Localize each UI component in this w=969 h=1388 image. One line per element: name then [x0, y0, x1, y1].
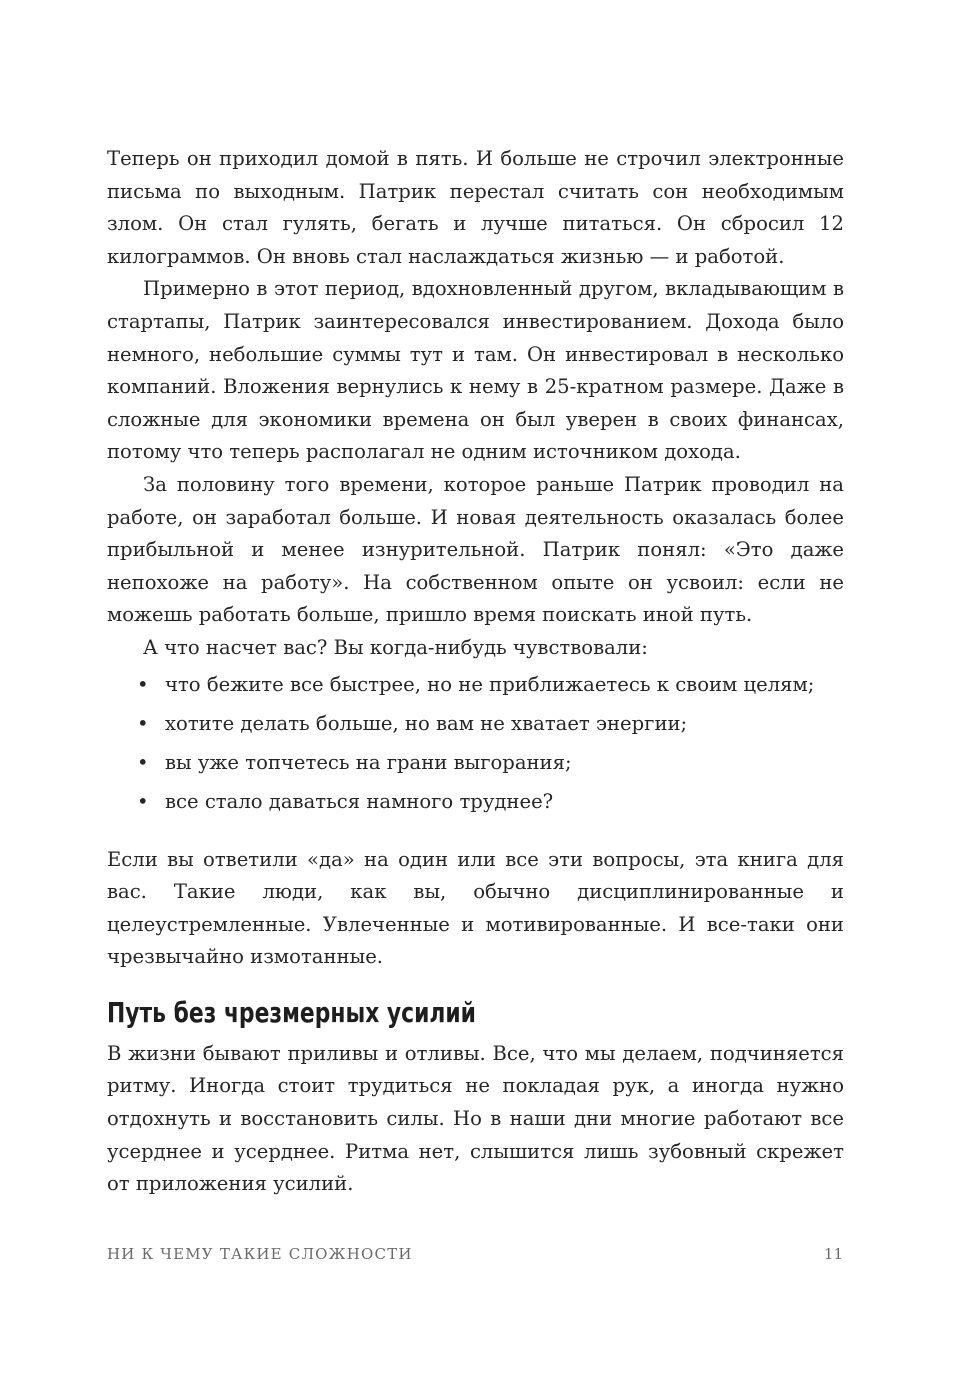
bullet-icon: •	[137, 789, 149, 813]
paragraph-6: В жизни бывают приливы и отливы. Все, что мы делаем, подчиняется ритму. Иногда стоит трудиться не покладая рук, а иногда нужно отдохнуть и восстановить силы. Но в наши дни многие работают все усерднее и усерднее. Ритма нет, слышится лишь зубовный скрежет от приложения усилий.	[107, 1041, 844, 1196]
page-number: 11	[823, 1245, 843, 1263]
list-item	[107, 672, 844, 698]
paragraph-2: Примерно в этот период, вдохновленный другом, вкладывающим в стартапы, Патрик заинтересовался инвестированием. Дохода было немного, небольшие суммы тут и там. Он инвестировал в несколько компаний. Вложения вернулись к нему в 25-кратном размере. Даже в сложные для экономики времена он был уверен в своих финансах, потому что теперь располагал не одним источником дохода.	[107, 277, 844, 464]
list-item	[107, 711, 844, 737]
bullet-icon: •	[137, 672, 149, 696]
paragraph-1: Теперь он приходил домой в пять. И больше не строчил электронные письма по выходным. Патрик перестал считать сон необходимым злом. Он стал гулять, бегать и лучше питаться. Он сбросил 12 килограммов. Он вновь стал наслаждаться жизнью — и работой.	[107, 147, 844, 268]
bullet-list	[107, 672, 844, 815]
section-heading: Путь без чрезмерных усилий	[107, 995, 476, 1029]
list-item-text: все стало даваться намного труднее?	[165, 789, 554, 813]
paragraph-5: Если вы ответили «да» на один или все эти вопросы, эта книга для вас. Такие люди, как вы, обычно дисциплинированные и целеустремленные. Увлеченные и мотивированные. И все-таки они чрезвычайно измотанные.	[107, 847, 844, 969]
bullet-icon: •	[137, 750, 149, 774]
running-title: НИ К ЧЕМУ ТАКИЕ СЛОЖНОСТИ	[107, 1245, 413, 1263]
list-item	[107, 789, 844, 815]
paragraph-4: А что насчет вас? Вы когда-нибудь чувствовали:	[143, 635, 648, 659]
list-item-text: что бежите все быстрее, но не приближаетесь к своим целям;	[165, 672, 815, 696]
list-item	[107, 750, 844, 776]
list-item-text: вы уже топчетесь на грани выгорания;	[165, 750, 572, 774]
list-item-text: хотите делать больше, но вам не хватает энергии;	[165, 711, 688, 735]
bullet-icon: •	[137, 711, 149, 735]
paragraph-3: За половину того времени, которое раньше Патрик проводил на работе, он заработал больше. И новая деятельность оказалась более прибыльной и менее изнурительной. Патрик понял: «Это даже непохоже на работу». На собственном опыте он усвоил: если не можешь работать больше, пришло время поискать иной путь.	[107, 472, 844, 627]
page-body	[107, 143, 844, 1201]
